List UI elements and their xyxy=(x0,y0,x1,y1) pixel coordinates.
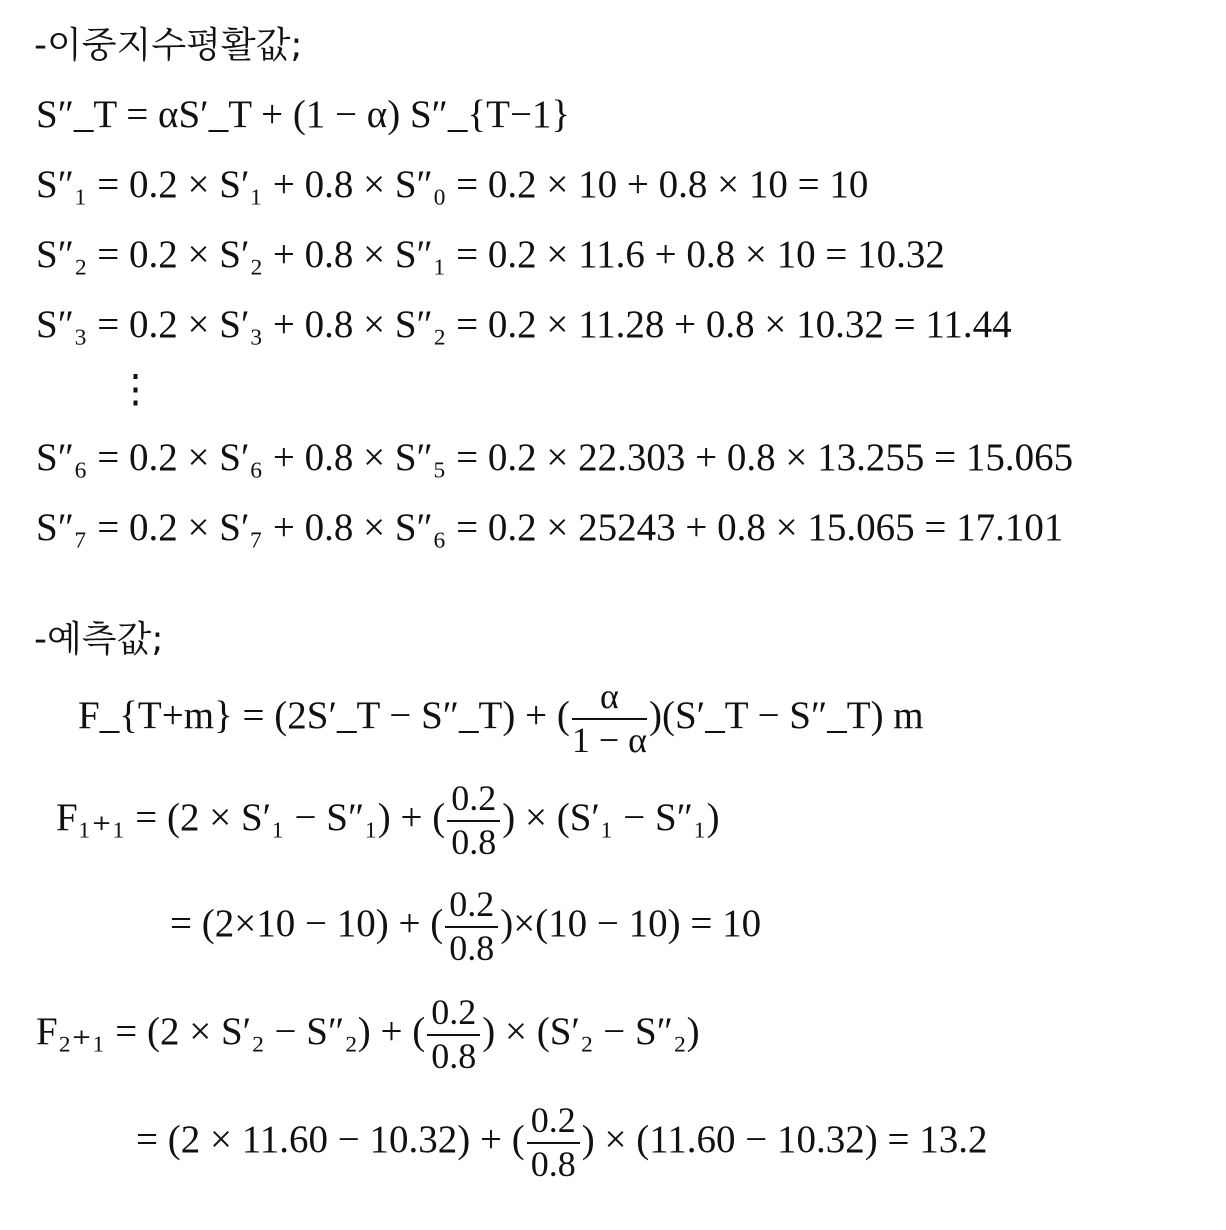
smoothing-row-3: S″₃ = 0.2 × S′₃ + 0.8 × S″₂ = 0.2 × 11.28 + 0.8 × 10.32 = 11.44 xyxy=(36,303,1012,346)
fraction-numerator: 0.2 xyxy=(445,886,498,928)
forecast-f2-1 xyxy=(36,994,700,1076)
fraction-numerator: 0.2 xyxy=(527,1102,580,1144)
general-rhs: )(S′_T − S″_T) m xyxy=(649,693,924,737)
f11-value-lhs: = (2×10 − 10) + ( xyxy=(170,901,444,945)
general-lhs: F_{T+m} = (2S′_T − S″_T) + ( xyxy=(78,693,570,737)
fraction-denominator: 0.8 xyxy=(431,1035,477,1076)
fraction-numerator: 0.2 xyxy=(427,994,480,1036)
f11-value-rhs: )×(10 − 10) = 10 xyxy=(500,901,762,945)
f21-rhs: ) × (S′₂ − S″₂) xyxy=(482,1009,700,1053)
fraction-denominator: 0.8 xyxy=(530,1143,576,1184)
f21-lhs: F₂₊₁ = (2 × S′₂ − S″₂) + ( xyxy=(36,1009,426,1053)
smoothing-row-1: S″₁ = 0.2 × S′₁ + 0.8 × S″₀ = 0.2 × 10 + 0.8 × 10 = 10 xyxy=(36,163,869,206)
f11-lhs: F₁₊₁ = (2 × S′₁ − S″₁) + ( xyxy=(56,795,446,839)
fraction-denominator: 0.8 xyxy=(451,821,497,862)
f11-fraction xyxy=(447,780,500,862)
forecast-f1-1 xyxy=(56,780,720,862)
f21-value-lhs: = (2 × 11.60 − 10.32) + ( xyxy=(136,1117,525,1161)
vertical-ellipsis: ⋮ xyxy=(116,368,155,411)
f11-value-fraction xyxy=(445,886,498,968)
smoothing-row-7: S″₇ = 0.2 × S′₇ + 0.8 × S″₆ = 0.2 × 25243 + 0.8 × 15.065 = 17.101 xyxy=(36,506,1064,549)
smoothing-row-6: S″₆ = 0.2 × S′₆ + 0.8 × S″₅ = 0.2 × 22.303 + 0.8 × 13.255 = 15.065 xyxy=(36,436,1074,479)
forecast-f2-1-value xyxy=(136,1102,988,1184)
alpha-fraction xyxy=(572,678,647,760)
forecast-general-formula xyxy=(78,678,924,760)
fraction-denominator: 1 − α xyxy=(571,719,647,760)
double-smoothing-formula: S″_T = αS′_T + (1 − α) S″_{T−1} xyxy=(36,93,571,136)
f21-value-rhs: ) × (11.60 − 10.32) = 13.2 xyxy=(581,1117,988,1161)
f11-rhs: ) × (S′₁ − S″₁) xyxy=(502,795,720,839)
fraction-numerator: α xyxy=(572,678,647,720)
fraction-denominator: 0.8 xyxy=(449,927,495,968)
f21-fraction xyxy=(427,994,480,1076)
forecast-heading: -예측값; xyxy=(34,619,164,660)
f21-value-fraction xyxy=(527,1102,580,1184)
double-smoothing-heading: -이중지수평활값; xyxy=(34,25,303,66)
smoothing-row-2: S″₂ = 0.2 × S′₂ + 0.8 × S″₁ = 0.2 × 11.6 + 0.8 × 10 = 10.32 xyxy=(36,233,945,276)
fraction-numerator: 0.2 xyxy=(447,780,500,822)
forecast-f1-1-value xyxy=(170,886,761,968)
